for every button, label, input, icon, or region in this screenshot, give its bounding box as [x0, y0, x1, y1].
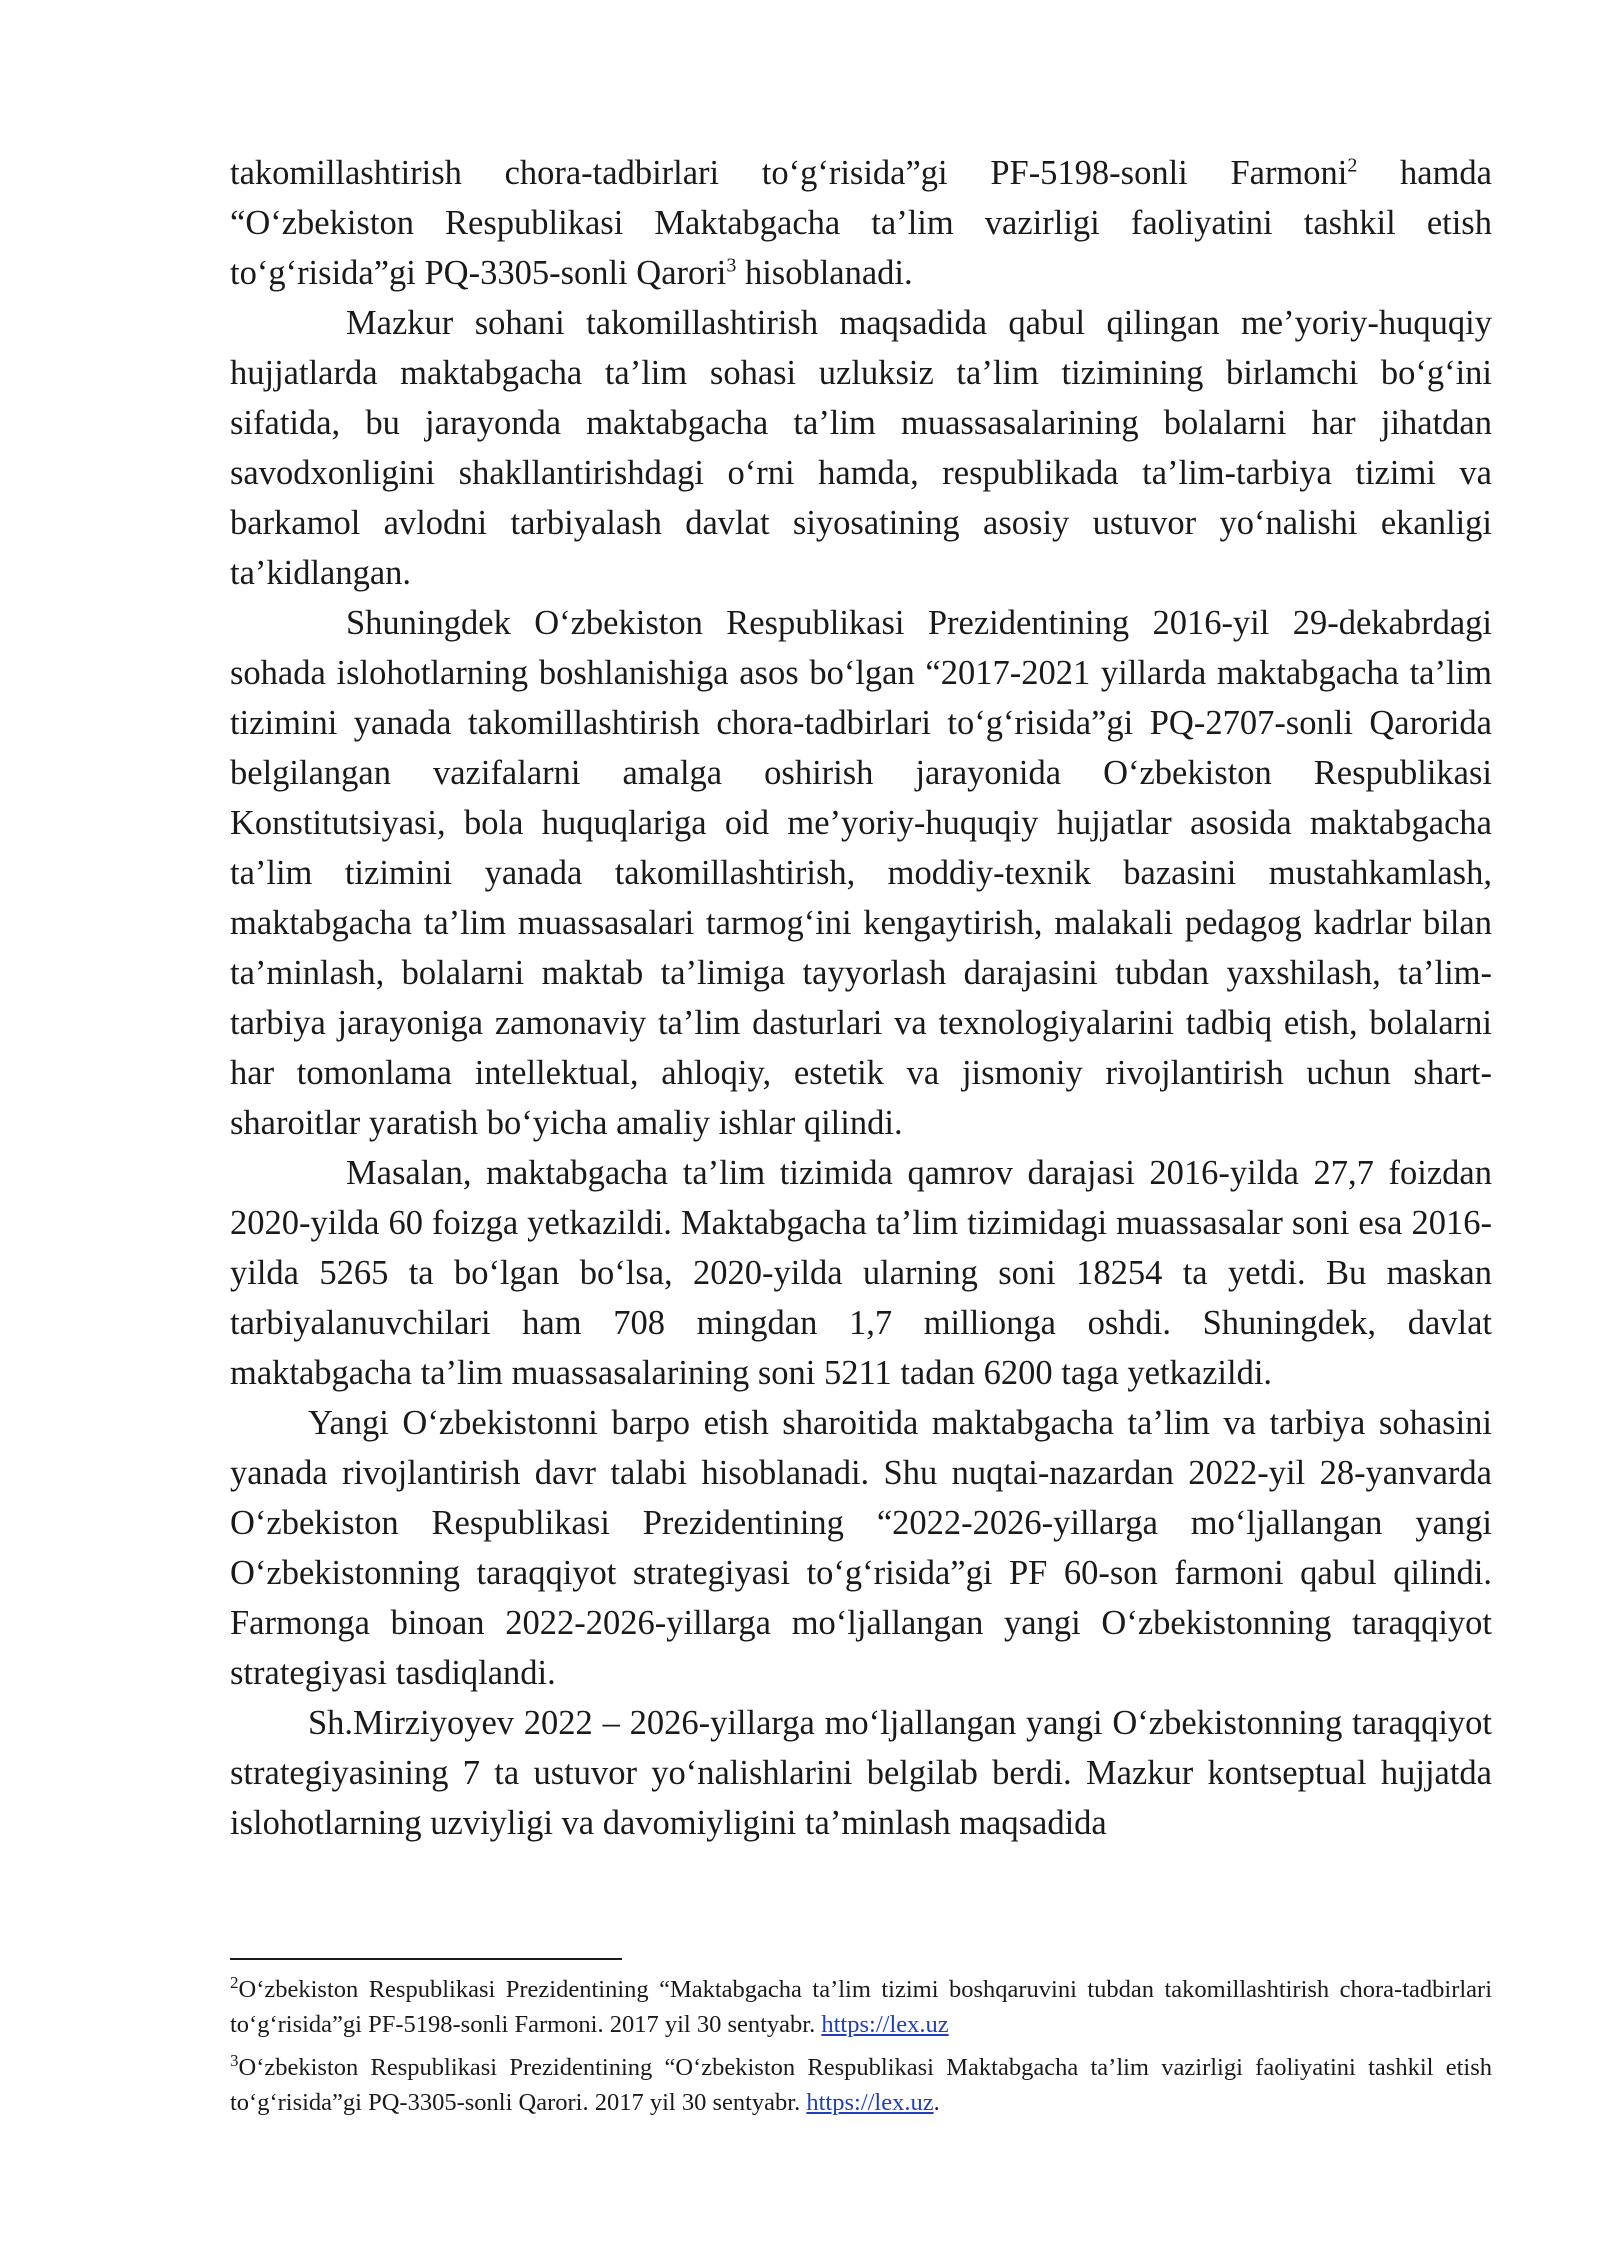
- paragraph-6: Sh.Mirziyoyev 2022 – 2026-yillarga mo‘ljallangan yangi O‘zbekistonning taraqqiyot strategiyasining 7 ta ustuvor yo‘nalishlarini belgilab berdi. Mazkur kontseptual hujjatda islohotlarning uzviyligi va davomiyligini ta’minlash maqsadida: [230, 1704, 1492, 1842]
- footnote-3-text: O‘zbekiston Respublikasi Prezidentining “O‘zbekiston Respublikasi Maktabgacha ta’lim vazirligi faoliyatini tashkil etish to‘g‘risida”gi PQ-3305-sonli Qarori. 2017 yil 30 sentyabr.: [230, 2054, 1492, 2116]
- paragraph-1: [230, 148, 1492, 298]
- footnote-3: [230, 2050, 1492, 2120]
- footnote-3-link[interactable]: https://lex.uz: [806, 2089, 934, 2116]
- footnote-2: [230, 1972, 1492, 2042]
- paragraph-4: Masalan, maktabgacha ta’lim tizimida qamrov darajasi 2016-yilda 27,7 foizdan 2020-yilda 60 foizga yetkazildi. Maktabgacha ta’lim tizimidagi muassasalar soni esa 2016-yilda 5265 ta bo‘lgan bo‘lsa, 2020-yilda ularning soni 18254 ta yetdi. Bu maskan tarbiyalanuvchilari ham 708 mingdan 1,7 millionga oshdi. Shuningdek, davlat maktabgacha ta’lim muassasalarining soni 5211 tadan 6200 taga yetkazildi.: [230, 1154, 1492, 1392]
- paragraph-2: Mazkur sohani takomillashtirish maqsadida qabul qilingan me’yoriy-huquqiy hujjatlarda maktabgacha ta’lim sohasi uzluksiz ta’lim tizimining birlamchi bo‘g‘ini sifatida, bu jarayonda maktabgacha ta’lim muassasalarining bolalarni har jihatdan savodxonligini shakllantirishdagi o‘rni hamda, respublikada ta’lim-tarbiya tizimi va barkamol avlodni tarbiyalash davlat siyosatining asosiy ustuvor yo‘nalishi ekanligi ta’kidlangan.: [230, 304, 1492, 592]
- paragraph-1-text-c: hisoblanadi.: [736, 254, 913, 292]
- footnote-3-marker: 3: [230, 2050, 239, 2070]
- footnote-3-after: .: [933, 2089, 940, 2116]
- footnote-2-link[interactable]: https://lex.uz: [821, 2011, 949, 2038]
- footnote-separator: [230, 1958, 622, 1960]
- footnote-2-marker: 2: [230, 1972, 239, 1992]
- document-body: [230, 148, 1492, 1848]
- footnote-ref-2[interactable]: 2: [1347, 154, 1358, 177]
- paragraph-3: Shuningdek O‘zbekiston Respublikasi Prezidentining 2016-yil 29-dekabrdagi sohada islohotlarning boshlanishiga asos bo‘lgan “2017-2021 yillarda maktabgacha ta’lim tizimini yanada takomillashtirish chora-tadbirlari to‘g‘risida”gi PQ-2707-sonli Qarorida belgilangan vazifalarni amalga oshirish jarayonida O‘zbekiston Respublikasi Konstitutsiyasi, bola huquqlariga oid me’yoriy-huquqiy hujjatlar asosida maktabgacha ta’lim tizimini yanada takomillashtirish, moddiy-texnik bazasini mustahkamlash, maktabgacha ta’lim muassasalari tarmog‘ini kengaytirish, malakali pedagog kadrlar bilan ta’minlash, bolalarni maktab ta’limiga tayyorlash darajasini tubdan yaxshilash, ta’lim-tarbiya jarayoniga zamonaviy ta’lim dasturlari va texnologiyalarini tadbiq etish, bolalarni har tomonlama intellektual, ahloqiy, estetik va jismoniy rivojlantirish uchun shart-sharoitlar yaratish bo‘yicha amaliy ishlar qilindi.: [230, 604, 1492, 1142]
- paragraph-1-text-b: hamda “O‘zbekiston Respublikasi Maktabgacha ta’lim vazirligi faoliyatini tashkil etish to‘g‘risida”gi PQ-3305-sonli Qarori: [230, 154, 1492, 292]
- paragraph-5: Yangi O‘zbekistonni barpo etish sharoitida maktabgacha ta’lim va tarbiya sohasini yanada rivojlantirish davr talabi hisoblanadi. Shu nuqtai-nazardan 2022-yil 28-yanvarda O‘zbekiston Respublikasi Prezidentining “2022-2026-yillarga mo‘ljallangan yangi O‘zbekistonning taraqqiyot strategiyasi to‘g‘risida”gi PF 60-son farmoni qabul qilindi. Farmonga binoan 2022-2026-yillarga mo‘ljallangan yangi O‘zbekistonning taraqqiyot strategiyasi tasdiqlandi.: [230, 1404, 1492, 1692]
- paragraph-1-text-a: takomillashtirish chora-tadbirlari to‘g‘risida”gi PF-5198-sonli Farmoni: [230, 154, 1348, 192]
- footnote-2-text: O‘zbekiston Respublikasi Prezidentining “Maktabgacha ta’lim tizimi boshqaruvini tubdan takomillashtirish chora-tadbirlari to‘g‘risida”gi PF-5198-sonli Farmoni. 2017 yil 30 sentyabr.: [230, 1976, 1492, 2038]
- footnote-ref-3[interactable]: 3: [726, 254, 737, 277]
- footnotes: [230, 1972, 1492, 2128]
